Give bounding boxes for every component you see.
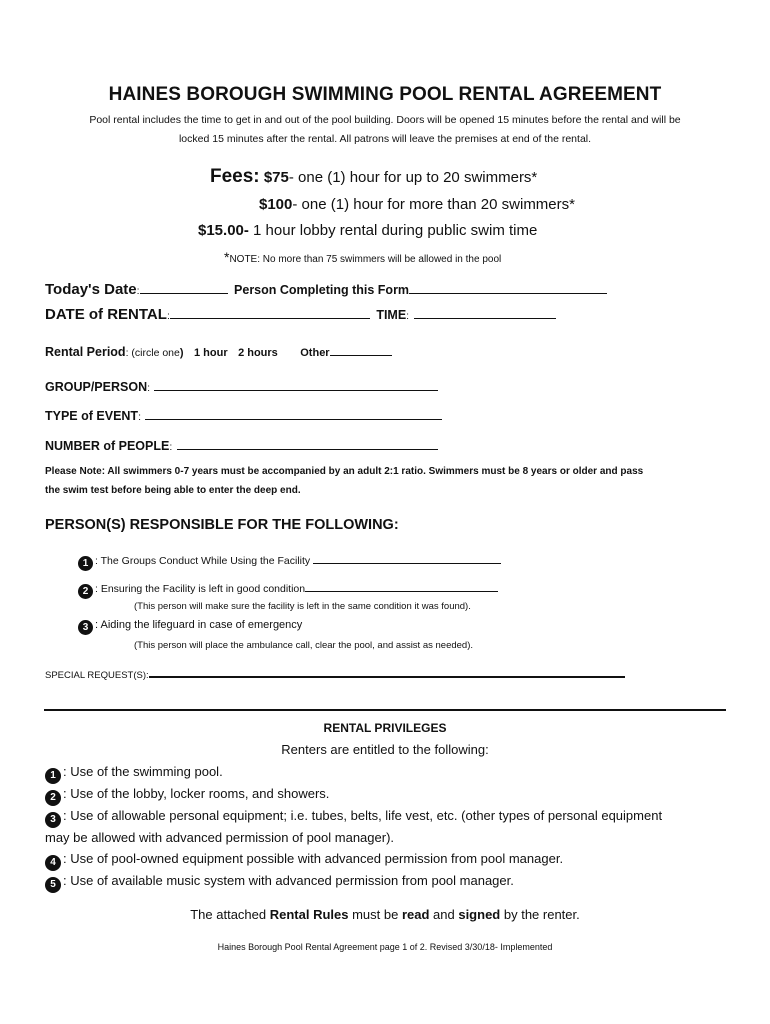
type-of-event-field[interactable] [145,408,442,420]
rental-option-1-hour[interactable]: 1 hour [193,347,228,359]
number-2-icon: 2 [45,790,61,806]
rental-period-paren: ) [179,347,184,359]
type-of-event-label: TYPE of EVENT [45,409,139,423]
please-note-line-1: Please Note: All swimmers 0-7 years must be accompanied by an adult 2:1 ratio. Swimmers must be 8 years or older and pass [45,466,644,477]
group-person-label: GROUP/PERSON [45,380,148,394]
responsible-item-3-text: : Aiding the lifeguard in case of emergency [95,619,303,631]
privilege-item-5 [45,873,514,893]
intro-line-2: locked 15 minutes after the rental. All patrons will leave the premises at end of the rental. [178,133,592,145]
intro-line-1: Pool rental includes the time to get in and out of the pool building. Doors will be opened 15 minutes before the rental and will be [89,114,681,126]
privilege-item-4-text: : Use of pool-owned equipment possible with advanced permission from pool manager. [63,851,564,866]
time-label: TIME [376,308,407,322]
number-1-icon: 1 [45,768,61,784]
fee-line-3 [198,222,537,239]
responsible-item-2 [78,580,498,599]
closing-statement [0,907,770,922]
number-of-people-field[interactable] [177,438,438,450]
fee-1-text: - one (1) hour for up to 20 swimmers* [288,169,538,186]
fee-3-text: 1 hour lobby rental during public swim time [248,222,538,239]
rental-other-field[interactable] [330,344,392,356]
fees-label: Fees: [210,166,260,187]
responsible-heading: PERSON(S) RESPONSIBLE FOR THE FOLLOWING: [45,517,399,533]
rental-period-hint: : (circle one [125,347,180,359]
fee-1-amount: $75 [263,169,289,186]
rental-option-other[interactable]: Other [300,347,330,359]
number-3-icon: 3 [78,620,93,635]
privileges-subheading: Renters are entitled to the following: [281,742,489,757]
number-3-icon: 3 [45,812,61,828]
closing-signed: signed [458,907,501,922]
closing-read: read [401,907,430,922]
number-of-people-label: NUMBER of PEOPLE [45,439,170,453]
group-person-field[interactable] [154,379,438,391]
responsible-item-1-text: : The Groups Conduct While Using the Facility [95,555,314,567]
fee-line-2 [259,196,575,213]
type-of-event-colon: : [138,411,141,423]
time-colon: : [406,310,410,322]
responsible-item-2-field[interactable] [305,580,498,592]
section-divider [44,709,726,711]
person-completing-field[interactable] [409,282,607,294]
fee-2-text: - one (1) hour for more than 20 swimmers* [292,196,575,213]
closing-part-3: and [429,907,459,922]
responsible-item-1 [78,552,501,571]
fee-3-amount: $15.00- [198,222,249,239]
page-footer: Haines Borough Pool Rental Agreement page 1 of 2. Revised 3/30/18- Implemented [217,942,553,952]
special-requests-colon: : [146,670,149,681]
closing-rental-rules: Rental Rules [269,907,349,922]
number-of-people-row [45,437,438,455]
privilege-item-5-text: : Use of available music system with advanced permission from pool manager. [63,873,514,888]
fee-note-text: NOTE: No more than 75 swimmers will be allowed in the pool [229,254,502,265]
fee-note-star: * [224,249,230,265]
privileges-heading: RENTAL PRIVILEGES [323,721,447,735]
privilege-item-1 [45,764,223,784]
closing-part-1: The attached [190,907,270,922]
rental-period-row [45,343,392,361]
todays-date-row [45,281,607,299]
privilege-item-1-text: : Use of the swimming pool. [63,764,223,779]
group-person-row [45,378,438,396]
responsible-item-2-text: : Ensuring the Facility is left in good condition [95,583,306,595]
number-5-icon: 5 [45,877,61,893]
rental-period-label: Rental Period [45,345,126,359]
person-completing-label: Person Completing this Form [234,283,410,297]
special-requests-row [45,665,625,681]
number-2-icon: 2 [78,584,93,599]
todays-date-label: Today's Date [45,281,137,298]
responsible-note-3: (This person will place the ambulance call, clear the pool, and assist as needed). [134,640,474,651]
date-of-rental-label: DATE of RENTAL [45,306,167,323]
page-title: HAINES BOROUGH SWIMMING POOL RENTAL AGREEMENT [108,84,662,105]
please-note-line-2: the swim test before being able to enter the deep end. [45,485,301,496]
group-person-colon: : [147,382,151,394]
responsible-item-1-field[interactable] [313,552,501,564]
number-4-icon: 4 [45,855,61,871]
rental-option-2-hours[interactable]: 2 hours [238,347,278,359]
closing-part-2: must be [348,907,402,922]
time-field[interactable] [414,307,556,319]
privilege-item-2-text: : Use of the lobby, locker rooms, and showers. [63,786,330,801]
fee-note [224,249,501,267]
date-of-rental-row [45,306,556,324]
number-of-people-colon: : [169,441,173,453]
type-of-event-row [45,407,442,425]
responsible-note-2: (This person will make sure the facility is left in the same condition it was found). [134,601,471,612]
privilege-item-3-continued: may be allowed with advanced permission of pool manager). [45,830,395,845]
fee-line-1 [210,166,537,188]
fee-2-amount: $100 [259,196,293,213]
privilege-item-4 [45,851,563,871]
responsible-item-3 [78,619,302,635]
date-of-rental-colon: : [166,310,170,322]
special-requests-label: SPECIAL REQUEST(S) [45,670,147,681]
todays-date-colon: : [136,285,140,297]
privilege-item-3 [45,808,662,828]
privilege-item-2 [45,786,329,806]
date-of-rental-field[interactable] [170,307,370,319]
todays-date-field[interactable] [140,282,228,294]
privilege-item-3-text: : Use of allowable personal equipment; i.e. tubes, belts, life vest, etc. (other types of personal equipment [63,808,663,823]
special-requests-field[interactable] [149,665,625,678]
number-1-icon: 1 [78,556,93,571]
closing-part-4: by the renter. [500,907,580,922]
